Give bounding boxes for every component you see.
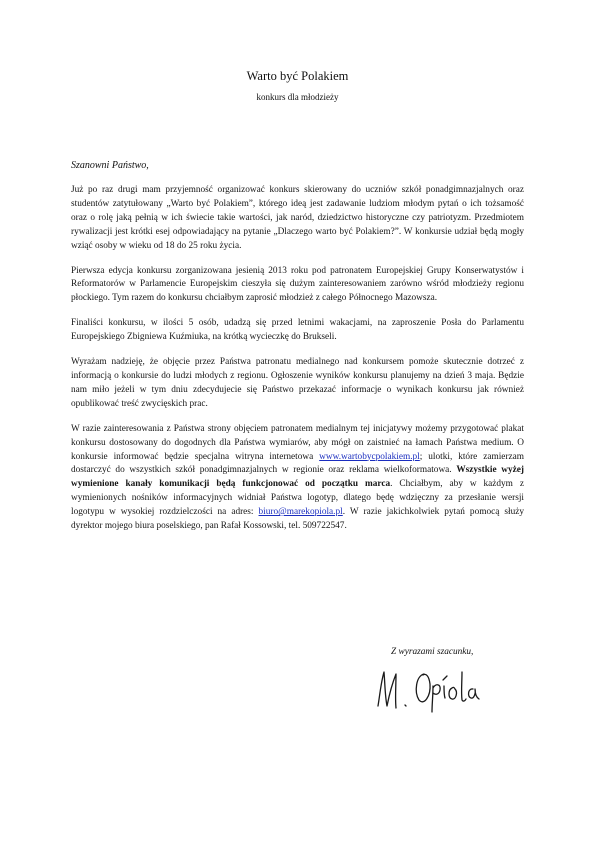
paragraph-5-text-c: . Chciałbym, aby w każdym z wymienionych nośników informacyjnych widniał Państwa logotyp, dlatego będę wdzięczny za przesłanie wersji logotypu w wysokiej rozdzielczości na adres: [71, 479, 524, 518]
letter-body [71, 184, 524, 545]
paragraph-5-text-a: W razie zainteresowania z Państwa strony objęciem patronatem medialnym tej inicjatywy możemy przygotować plakat konkursu dostosowany do dogodnych dla Państwa wymiarów, aby mógł on zaistnieć na łamach Państwa medium. O konkursie informować będzie specjalna witryna internetowa [71, 423, 524, 462]
paragraph-5-bold: Wszystkie wyżej wymienione kanały komunikacji będą funkcjonować od początku marca [71, 465, 524, 490]
paragraph-5-text-d: . W razie jakichkolwiek pytań pomocą służy dyrektor mojego biura poselskiego, pan Rafał Kossowski, tel. 509722547. [71, 507, 524, 532]
paragraph-5-text-b: ; ulotki, które zamierzam dostarczyć do wszystkich szkół ponadgimnazjalnych w regionie oraz reklama wielkoformatowa. [71, 451, 524, 476]
signature-stroke [462, 672, 466, 701]
signature-stroke [449, 687, 456, 699]
signature-stroke [405, 705, 406, 706]
closing-phrase: Z wyrazami szacunku, [391, 647, 474, 657]
paragraph-5 [71, 423, 524, 534]
email-link[interactable]: biuro@marekopiola.pl [258, 507, 343, 518]
signature-image [372, 662, 492, 714]
salutation: Szanowni Państwo, [71, 160, 149, 171]
signature-stroke [469, 689, 479, 699]
paragraph-2: Pierwsza edycja konkursu zorganizowana jesienią 2013 roku pod patronatem Europejskiej Grupy Konserwatystów i Reformatorów w Parlamencie Europejskim cieszyła się dużym zainteresowaniem zarówno wśród młodzieży regionu płockiego. Tym razem do konkursu chciałbym zaprosić młodzież z całego Północnego Mazowsza. [71, 265, 524, 304]
signature-stroke [443, 676, 447, 698]
signature-stroke [416, 674, 430, 702]
paragraph-4: Wyrażam nadzieję, że objęcie przez Państwa patronatu medialnego nad konkursem pomoże skutecznie dotrzeć z informacją o konkursie do ludzi młodych z regionu. Ogłoszenie wyników konkursu planujemy na dzień 3 maja. Będzie nam miło jeżeli w tym dniu zdecydujecie się Państwo przekazać informacje o wynikach konkursu jak również opublikować treść zwycięskich prac. [71, 357, 524, 409]
signature-stroke [432, 685, 440, 712]
signature-stroke [378, 672, 396, 708]
document-subtitle: konkurs dla młodzieży [256, 92, 339, 102]
website-link[interactable]: www.wartobycpolakiem.pl [319, 451, 420, 462]
paragraph-3: Finaliści konkursu, w ilości 5 osób, udadzą się przed letnimi wakacjami, na zaproszenie Posła do Parlamentu Europejskiego Zbigniewa Kuźmiuka, na krótką wycieczkę do Brukseli. [71, 318, 524, 343]
paragraph-1: Już po raz drugi mam przyjemność organizować konkurs skierowany do uczniów szkół ponadgimnazjalnych oraz studentów zatytułowany „Warto być Polakiem”, którego ideą jest zadawanie ludziom młodym pytań o ich tożsamość oraz o rolę jaką pełnią w ich świecie takie wartości, jak naród, dziedzictwo historyczne czy patriotyzm. Przedmiotem rywalizacji jest krótki esej odpowiadający na pytanie „Dlaczego warto być Polakiem?”. W konkursie udział będą mogły wziąć osoby w wieku od 18 do 25 roku życia. [71, 185, 524, 251]
document-title: Warto być Polakiem [246, 69, 349, 83]
